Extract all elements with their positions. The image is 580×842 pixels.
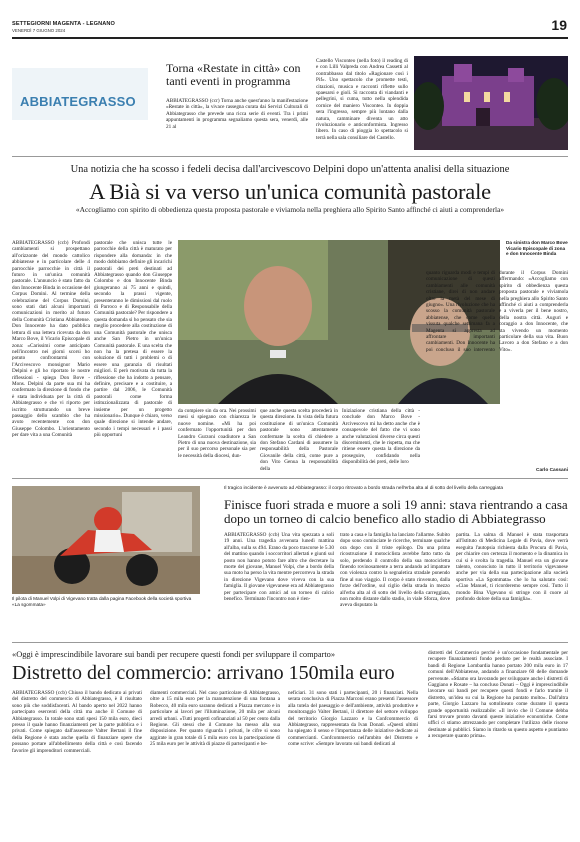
main-article-headline: A Bià si va verso un'unica comunità pastorale — [89, 179, 491, 204]
main-article-col6: quanto riguarda modi e tempi di comunicazione di questi cambiamenti alle comunità cristiane, direi di non andare oltre la metà del mese di giugno». Una rivoluzione che ha scosso la comunità pastorale abbiatense, che come quella vissuta qualche settimana fa a Magenta si appresta ad affrontare importanti cambiamenti. Don Innocente ha poi concluso il suo intervento durante il Corpus Domini affermando: «Accogliamo con spirito di obbedienza questa proposta pastorale e viviamola nella preghiera allo Spirito Santo affinché ci aiuti a comprenderla e a viverla per il bene nostro, della nostra città. Auguri e coraggio a don Innocente, che sta vivendo un momento particolare della sua vita. Buon Lavoro a don Stefano e a don Vito». — [426, 270, 568, 353]
publication-name: SETTEGIORNI MAGENTA - LEGNANO — [12, 21, 115, 27]
bottom-article-col1: ABBIATEGRASSO (ccb) Chiuso il bando dedicato ai privati del distretto del commercio di Abbiategrasso, è il risultato sono più che soddisfacenti. Al bando aperto nel 2022 hanno partecipato esercenti della città ma anche il Comune di Abbiategrasso. In totale sono stati spesi 150 mila euro, dieci presso il quale hanno finanziamenti per la parte pubblica e i privati. Come spiegato dall'assessore Valter Bertani il fine della Regione è stata anche quella di finanziare opere che possano portare all'abbellimento della città e così facendo favorire gli imprenditori commerciali. — [12, 690, 142, 754]
main-article-col5: Iniziazione cristiana della città - conclude don Marco Bove - Arcivescovo mi ha detto anche che è consapevole del fatto che vi sono anche valutazioni diverse circa questi discernimenti, che le rispetta, ma che ritiene essere questa la direzione da proseguire, confidando nella disponibilità dei preti, delle loro — [342, 408, 420, 466]
page-number: 19 — [551, 17, 567, 33]
main-article-subhead: «Accogliamo con spirito di obbedienza questa proposta pastorale e viviamola nella preghiera allo Spirito Santo affinché ci aiuti a comprenderla» — [75, 205, 505, 214]
bottom-article-col4: distretti del Commercio perché è un'occasione fondamentale per recupere finanziamenti fondo perduto per le realtà associate. I bandi di Regione Lombardia hanno portato 200 mila euro in 17 comuni dell'Abbiatense, andando a finanziare 60 delle domande pervenute. «Stiamo ora lavorando per sviluppare anche i distretti di Gaggiano e Rosate – ha concluso Donati – Oggi è imprescindibile lavorare sui bandi per recupere questi fondi e farlo tramite il distretto, un'idea su cui la Regione ha puntato molto». Dall'altra parte, Giorgio Lazzaro ha sottolineato come durante il questa grande opportunità realizzabile: «Il invio che il Comune debba farsi trovare pronto davanti queste iniziative economiche. Come uffici ci stiamo attrezzando per completare l'utilizzo delle risorse destinate ai pubblici. Siamo in ritardo su questo aspetto e puntiamo a recuperare quanto prima». — [428, 650, 568, 740]
sport-article-headline: Finisce fuori strada e muore a soli 19 anni: stava rientrando a casa dopo un torneo di calcio benefico allo stadio di Abbiategrasso — [224, 497, 568, 526]
top-article-col1: ABBIATEGRASSO (ccr) Torna anche quest'anno la manifestazione «Restate in città», la vivace rassegna curata dai Servizi Culturali di Abbiategrasso che prevede una ricca serie di eventi. Tra i primi appuntamenti in programma segnaliamo questa sera, venerdì, alle 21 al — [166, 98, 308, 130]
sport-article-col2: trato a casa e la famiglia ha lanciato l'allarme. Subito dopo sono cominciate le ricerche, terminate qualche ora dopo con il triste epilogo. Da una prima ricostruzione il motociclista avrebbe fatto tutto da solo, perdendo il controllo della sua motocicletta finendo rovinosamente a terra andando ad impattare con violenza contro la segnaletica stradale ponendo fine al suo viaggio. Il corpo è stato rinvenuto, dalla forze dell'ordine, sul ciglio della strada in mezzo all'erba alta al di sotto del livello della carreggiata, non molto distante dallo stadio, in viale Sforza, dove aveva disputato la — [340, 532, 450, 609]
main-article-col3: da compiere sin da ora. Nei prossimi mesi si spiegano con chiarezza le nuove nomine. «Mi ha poi confermato l'opportunità per don Leandro Gurzoni coadiutore a San Pietro di una nuova destinazione, sia per il suo percorso personale sia per le necessità della diocesi, dun- — [178, 408, 256, 459]
main-article-col4: que anche questa scelta procederà in questa direzione. In vista della futura costituzione di un'unica Comunità pastorale sono attentamente confermate la scelta di chiedere a don Stefano Cardani di assumere la responsabilità della Pastorale Giovanile della città, come pure a don Vito Genua la responsabilità della — [260, 408, 338, 470]
castle-night-photo — [414, 56, 568, 150]
bottom-article-kicker: «Oggi è imprescindibile lavorare sui bandi per recupere questi fondi per sviluppare il comparto» — [12, 650, 336, 659]
top-article-col2: Castello Visconteo (nella foto) il reading di e con Lilli Valpreda con Andrea Cassetti al contrabbasso dal titolo «Ragionare così i Pif». Uno spettacolo che promette testi, citazioni, musica e racconti riflette sullo spaesarsi e gioli. Si racconta di viandanti e pellegrini, si cuma, tutto nella splendida cornice del maniero Visconteo. In doppia sera l'ingresso, sempre più lontano dalla natura, camminare diventa un atto rivoluzionario e anticonformista. Ingresso libero. In caso di pioggia lo spettacolo si terrà nella sala consiliare del Castello. — [316, 58, 408, 141]
bottom-article-col3: neficiari. 31 sono stati i partecipanti, 20 i finanziati. Nella serata conclusiva di Piazza Marconi erano presenti l'assessore alla tutela del paesaggio e dell'ambiente, attività produttive e monitoraggio Valter Bertani, il direttore del settore sviluppo del territorio Giorgio Lazzaro e la Confcommercio di Abbiategrasso, rappresentata da Ivan Donati. «Questi ultimi ha spiegato il senso e l'importanza delle iniziative dedicate ai commercianti. Confcommercio nell'ambito del Distretto e come scrive: «Sempre lavorato sui bandi dedicati al — [288, 690, 418, 748]
divider-middle — [12, 478, 568, 479]
main-article-col2: pastorale che unisca tutte le parrocchie della città è maturato per rispondere alla domanda: in che modo dobbiamo definire gli incarichi pastorali dei preti destinati ad Abbiategrasso quando don Giuseppe Colombo e don Innocente Binda giungeranno ai 75 anni e quindi, secondo la prassi vigente, presenteranno le dimissioni dal ruolo di Parroco e di Responsabile della Comunità pastorale? Per rispondere a questa domanda si ho pensato che sia meglio procedere alla costituzione di una Comunità pastorale che unisca anche San Pietro in un'unica Comunità pastorale. E una scelta che non ha la pretesa di essere la soluzione di tutti i problemi o di essere una garanzia di risultati migliori. E però motivata da tutta la riflessione che ha indotto a pensare, definire, precisare e a costituire, a partire dal 2006, le Comunità pastorali come forma istituzionalizzata di pastorale di insieme per un progetto missionario». Dunque è chiaro, verso quale direzione si intende andare, secondo i tempi necessari e i passi più opportuni — [94, 240, 172, 439]
issue-date: VENERDÌ 7 GIUGNO 2024 — [12, 28, 66, 33]
main-article-kicker: Una notizia che ha scosso i fedeli decisa dall'arcivescovo Delpini dopo un'attenta analisi della situazione — [70, 164, 510, 175]
main-article-signature: Carlo Cassani — [536, 468, 568, 473]
sport-article-col1: ABBIATEGRASSO (ccb) Una vita spezzata a soli 19 anni. Una tragedia avvenuta lunedì mattina all'alba, sulla ss 494. Erano da poco trascorse le 5.30 del mattino quando i soccorritori allertati e giunti sul posto non hanno potuto fare altro che decretare la morte del giovane, Manuel Volpi, che a bordo della sua moto ha perso la vita mentre percorreva la strada in direzione Vigevano dove viveva con la sua famiglia. Il giovane vigevanese era ad Abbiategrasso per partecipare con amici ad un torneo di calcio benefico. Terminato l'incontro non è rien- — [224, 532, 334, 603]
motocross-photo-caption: Il pilota di Manuel Volpi di Vigevano tratta dalla pagina Facebook della società sportiva «La sgommata» — [12, 596, 192, 607]
section-title: ABBIATEGRASSO — [20, 94, 136, 109]
sport-article-col3: partita. La salma di Manuel è stata trasportata all'Istituto di Medicina Legale di Pavia, dove verrà eseguita l'autopsia richiesta dalla Procura di Pavia, per chiarire con certezza il momento e la dinamica in cui si è svolta la tragedia. Manuel era un giovane talento, conosciuto in tutto il territorio vigevanese anche per via della sua partecipazione alla società sportiva «La Sgommata» che lo ha salutato così: «Ciao Manuel, ti ricorderemo sempre così. Tutto il mondo Bina Vigevano si stringe con il cuore al profondo dolore della sua famiglia». — [456, 532, 568, 603]
bottom-article-col2: diamenti commerciali. Nel caso particolare di Abbiategrasso, oltre a 15 mila euro per la manutenzione di una fontana a Robecco, 40 mila euro saranno dedicati a Piazza mercato e in particolare ai lavori per l'illuminazione, 20 mila per alcuni arredi urbani. «Tutti progetti cofinanziati al 50 per cento dalla Regione. Gli stessi che il Comune ha messo alla sua disposizione. Per quanto riguarda i privati, le cifre si sono aggirate in gran totale di 5 mila euro con la partecipazione di 25 mila euro per le attività di piazze di partecipanti e be- — [150, 690, 280, 748]
motocross-photo — [12, 486, 200, 594]
sport-article-kicker: Il tragico incidente è avvenuto ad Abbiategrasso: il corpo ritrovato a bordo strada nell'erba alta al di sotto del livello della carreggiata — [224, 486, 504, 491]
bottom-article-headline: Distretto del commercio: arrivano 150mila euro — [12, 662, 395, 684]
divider-top — [12, 156, 568, 157]
priests-photo-caption: Da sinistra don Marco Bove Vicario Episcopale di zona e don Innocente Binda — [506, 240, 568, 257]
masthead-rule — [12, 37, 568, 39]
divider-bottom — [12, 642, 568, 643]
main-article-col1: ABBIATEGRASSO (ccb) Profondi cambiamenti si prospettano all'orizzonte del mondo cattolico abbiatense e in particolare delle 4 parrocchie parrocchie in città il futuro in un'unica comunità pastorale. L'annuncio è stato fatto da don Innocente Binda in occasione del Corpus Domini. Al termine della celebrazione del Corpus Domini, sono stati dati alcuni importanti comunicazioni in merito al futuro della Comunità Cristiana Abbiatense. Don Innocente ha dato pubblica lettura di una lettera ricevuta da don Marco Bove, il Vicario Episcopale di zona: «Carissimi come anticipato nell'incontro nei giorni scorsi ho potuto confrontarmi con l'Arcivescovo monsignor Mario Delpini e gli ho riportato le nostre riflessioni - spiega Don Bove - Mons. Delpini da parte sua mi ha confermato la direzione di fondo che è stata individuata per la città di Abbiategrasso e che vi riporto per iscritto strutturando un breve passaggio dello scambio che ha avuto recentemente con don Giuseppe Colombo. L'orientamento per dare vita a una Comunità — [12, 240, 90, 439]
top-article-headline: Torna «Restate in città» con tanti eventi in programma — [166, 61, 301, 88]
